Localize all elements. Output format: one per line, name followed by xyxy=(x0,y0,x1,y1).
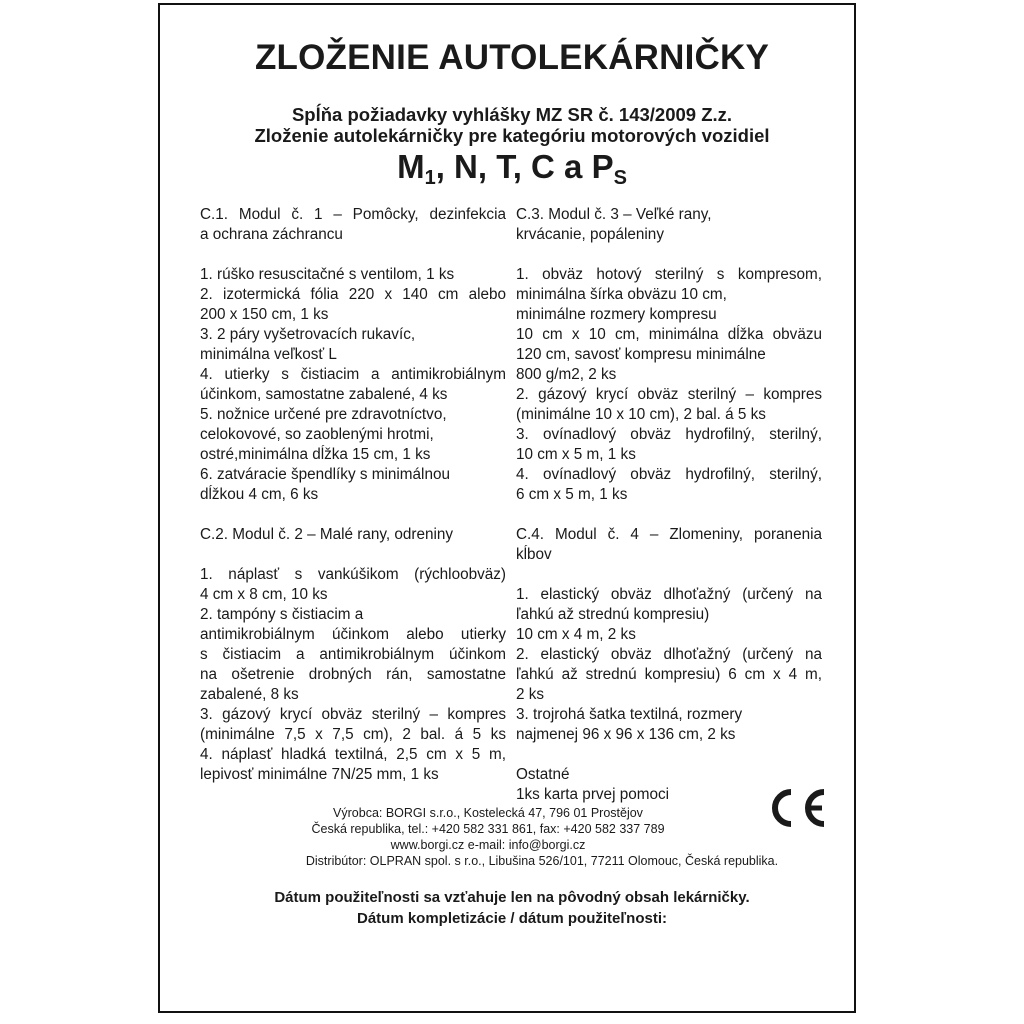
list-item: C.2. Modul č. 2 – Malé rany, odreniny xyxy=(200,526,454,543)
regulation-subtitle: Spĺňa požiadavky vyhlášky MZ SR č. 143/2009 Z.z. xyxy=(291,104,733,125)
list-item: (minimálne 10 x 10 cm), 2 bal. á 5 ks xyxy=(516,406,766,423)
expiry-note: Dátum použiteľnosti sa vzťahuje len na pôvodný obsah lekárničky. xyxy=(274,889,750,906)
list-item: dĺžkou 4 cm, 6 ks xyxy=(200,486,319,503)
list-item: 3. 2 páry vyšetrovacích rukavíc, xyxy=(200,326,416,343)
list-item: minimálne rozmery kompresu xyxy=(516,306,717,323)
list-item xyxy=(200,245,506,265)
distributor-info: Distribútor: OLPRAN spol. s r.o., Libušina 526/101, 77211 Olomouc, Česká republika. xyxy=(305,854,779,868)
list-item xyxy=(516,745,822,765)
right-column xyxy=(516,205,822,805)
list-item: celokovové, so zaoblenými hrotmi, xyxy=(200,426,434,443)
list-item: 4. ovínadlový obväz hydrofilný, sterilný, xyxy=(516,466,822,483)
completion-date-label: Dátum kompletizácie / dátum použiteľnosti: xyxy=(357,910,667,927)
list-item: a ochrana záchrancu xyxy=(200,226,343,243)
list-item xyxy=(516,565,822,585)
list-item: 2. izotermická fólia 220 x 140 cm alebo xyxy=(200,286,506,303)
list-item: kĺbov xyxy=(516,546,552,563)
list-item: 4. utierky s čistiacim a antimikrobiálnym xyxy=(200,366,506,383)
category-rest: , N, T, C a P xyxy=(435,148,614,185)
list-item: 1. obväz hotový sterilný s kompresom, xyxy=(516,266,822,283)
list-item: 200 x 150 cm, 1 ks xyxy=(200,306,329,323)
list-item: 2. gázový krycí obväz sterilný – kompres xyxy=(516,386,822,403)
ce-mark-icon xyxy=(762,784,828,832)
manufacturer-info: Výrobca: BORGI s.r.o., Kostelecká 47, 796 01 Prostějov xyxy=(333,806,643,820)
category-m: M xyxy=(397,148,425,185)
list-item: C.1. Modul č. 1 – Pomôcky, dezinfekcia xyxy=(200,206,506,223)
list-item: 120 cm, savosť kompresu minimálne xyxy=(516,346,766,363)
list-item: C.3. Modul č. 3 – Veľké rany, xyxy=(516,206,712,223)
list-item: 6 cm x 5 m, 1 ks xyxy=(516,486,628,503)
list-item: 6. zatváracie špendlíky s minimálnou xyxy=(200,466,450,483)
list-item: 2 ks xyxy=(516,686,545,703)
list-item xyxy=(200,505,506,525)
list-item: 4 cm x 8 cm, 10 ks xyxy=(200,586,328,603)
left-column xyxy=(200,205,506,785)
list-item xyxy=(516,505,822,525)
list-item: 5. nožnice určené pre zdravotníctvo, xyxy=(200,406,447,423)
list-item: ľahkú až strednú kompresiu) 6 cm x 4 m, xyxy=(516,666,822,683)
list-item: C.4. Modul č. 4 – Zlomeniny, poranenia xyxy=(516,526,822,543)
list-item: účinkom, samostatne zabalené, 4 ks xyxy=(200,386,448,403)
category-p-subscript: S xyxy=(613,167,627,189)
list-item: 2. elastický obväz dlhoťažný (určený na xyxy=(516,646,822,663)
list-item: 3. trojrohá šatka textilná, rozmery xyxy=(516,706,743,723)
vehicle-categories xyxy=(0,148,1024,190)
list-item: 1. elastický obväz dlhoťažný (určený na xyxy=(516,586,822,603)
list-item: ľahkú až strednú kompresiu) xyxy=(516,606,710,623)
list-item: lepivosť minimálne 7N/25 mm, 1 ks xyxy=(200,766,439,783)
list-item: krvácanie, popáleniny xyxy=(516,226,664,243)
list-item: minimálna šírka obväzu 10 cm, xyxy=(516,286,727,303)
list-item xyxy=(200,545,506,565)
list-item: antimikrobiálnym účinkom alebo utierky xyxy=(200,626,506,643)
list-item: 10 cm x 4 m, 2 ks xyxy=(516,626,636,643)
list-item: (minimálne 7,5 x 7,5 cm), 2 bal. á 5 ks xyxy=(200,726,506,743)
list-item: 4. náplasť hladká textilná, 2,5 cm x 5 m, xyxy=(200,746,506,763)
list-item: zabalené, 8 ks xyxy=(200,686,299,703)
manufacturer-web-email: www.borgi.cz e-mail: info@borgi.cz xyxy=(390,838,586,852)
list-item xyxy=(516,245,822,265)
category-subtitle: Zloženie autolekárničky pre kategóriu motorových vozidiel xyxy=(254,125,770,146)
list-item: 1ks karta prvej pomoci xyxy=(516,786,670,803)
list-item: 1. náplasť s vankúšikom (rýchloobväz) xyxy=(200,566,506,583)
list-item: na ošetrenie drobných rán, samostatne xyxy=(200,666,506,683)
list-item: 1. rúško resuscitačné s ventilom, 1 ks xyxy=(200,266,455,283)
list-item: 800 g/m2, 2 ks xyxy=(516,366,617,383)
document-title: ZLOŽENIE AUTOLEKÁRNIČKY xyxy=(254,38,770,77)
list-item: 3. ovínadlový obväz hydrofilný, sterilný, xyxy=(516,426,822,443)
list-item: 3. gázový krycí obväz sterilný – kompres xyxy=(200,706,506,723)
category-m-subscript: 1 xyxy=(424,167,436,189)
list-item: s čistiacim a antimikrobiálnym účinkom xyxy=(200,646,506,663)
list-item: minimálna veľkosť L xyxy=(200,346,337,363)
list-item: 2. tampóny s čistiacim a xyxy=(200,606,364,623)
list-item: 10 cm x 5 m, 1 ks xyxy=(516,446,636,463)
list-item: najmenej 96 x 96 x 136 cm, 2 ks xyxy=(516,726,736,743)
list-item: ostré,minimálna dĺžka 15 cm, 1 ks xyxy=(200,446,431,463)
list-item: Ostatné xyxy=(516,766,570,783)
list-item: 10 cm x 10 cm, minimálna dĺžka obväzu xyxy=(516,326,822,343)
manufacturer-contact: Česká republika, tel.: +420 582 331 861, fax: +420 582 337 789 xyxy=(311,822,665,836)
